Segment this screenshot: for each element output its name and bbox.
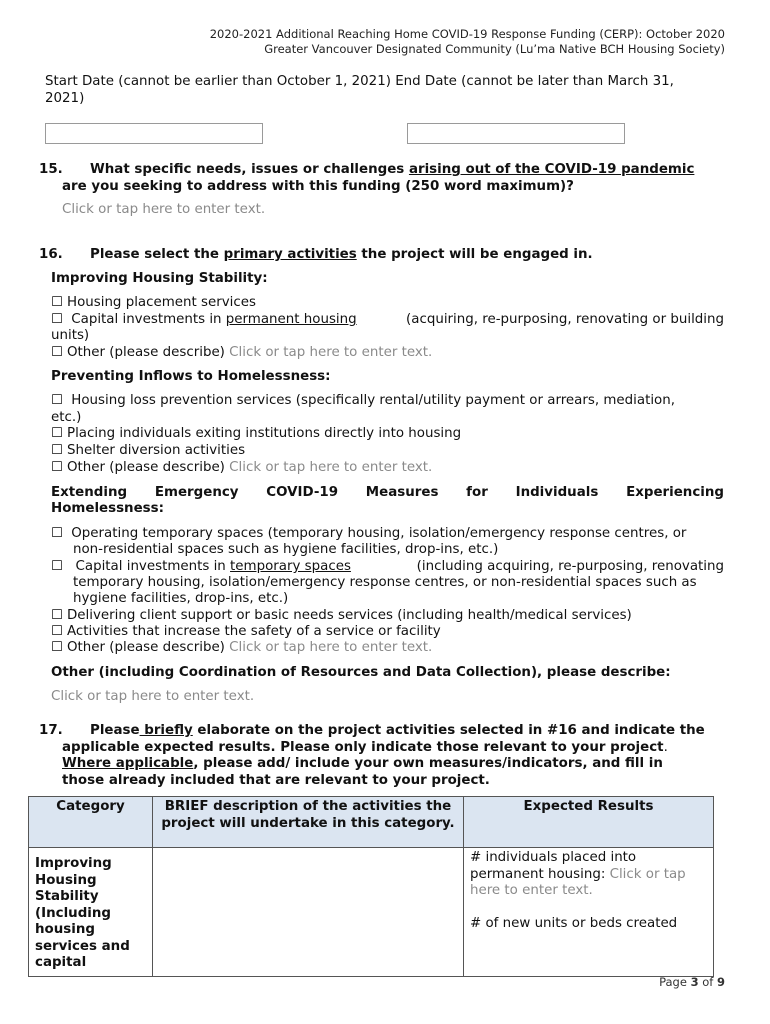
checkbox-icon[interactable]: ☐ — [51, 460, 64, 475]
checkbox-operating-temporary[interactable] — [51, 526, 724, 543]
capital-temporary-line2: temporary housing, isolation/emergency response centres, or non-residential spaces such as — [73, 575, 697, 590]
checkbox-icon[interactable]: ☐ — [51, 295, 64, 310]
q16-text-end: the project will be engaged in. — [356, 247, 593, 262]
question-15-text-line2: are you seeking to address with this funding (250 word maximum)? — [62, 179, 574, 194]
checkbox-label: Capital investments in — [71, 312, 226, 327]
checkbox-icon[interactable]: ☐ — [51, 640, 64, 655]
checkbox-icon[interactable]: ☐ — [51, 526, 64, 541]
row-results-cell[interactable] — [464, 848, 714, 977]
checkbox-label-underlined: temporary spaces — [230, 559, 351, 574]
checkbox-improving-other[interactable] — [51, 345, 432, 362]
header-line-1: 2020-2021 Additional Reaching Home COVID-19 Response Funding (CERP): October 2020 — [209, 27, 725, 41]
q15-text-underlined: arising out of the COVID-19 pandemic — [408, 162, 695, 177]
extending-other-field[interactable]: Click or tap here to enter text. — [229, 640, 433, 655]
checkbox-icon[interactable]: ☐ — [51, 443, 64, 458]
header-category: Category — [29, 797, 153, 848]
capital-permanent-line2: units) — [51, 328, 90, 343]
checkbox-label: Other (please describe) — [67, 345, 230, 360]
question-16-text — [90, 247, 593, 264]
checkbox-icon[interactable]: ☐ — [51, 624, 64, 639]
housing-loss-line2: etc.) — [51, 410, 82, 425]
checkbox-label-cont: (acquiring, re-purposing, renovating or building — [406, 312, 724, 327]
checkbox-label: Placing individuals exiting institutions directly into housing — [67, 426, 462, 441]
question-17-line3 — [62, 756, 663, 773]
table-row — [29, 848, 714, 977]
checkbox-icon[interactable]: ☐ — [51, 608, 64, 623]
checkbox-housing-placement[interactable] — [51, 295, 256, 312]
checkbox-icon[interactable]: ☐ — [51, 393, 64, 408]
question-17-line4: those already included that are relevant to your project. — [62, 773, 490, 788]
checkbox-housing-loss-prevention[interactable] — [51, 393, 724, 410]
capital-permanent-first — [51, 312, 357, 329]
header-expected-results: Expected Results — [464, 797, 714, 848]
checkbox-preventing-other[interactable] — [51, 460, 432, 477]
improving-other-field[interactable]: Click or tap here to enter text. — [229, 345, 433, 360]
extending-emergency-heading-line2: Homelessness: — [51, 501, 164, 516]
question-15-number: 15. — [39, 162, 63, 177]
checkbox-client-support[interactable] — [51, 608, 632, 625]
checkbox-label: Housing placement services — [67, 295, 256, 310]
checkbox-extending-other[interactable] — [51, 640, 432, 657]
checkbox-label: Operating temporary spaces (temporary housing, isolation/emergency response centres, or — [71, 526, 687, 541]
page-number — [659, 975, 725, 989]
checkbox-icon[interactable]: ☐ — [51, 559, 64, 574]
result-label: # individuals placed into permanent housing: — [470, 850, 637, 882]
preventing-inflows-heading: Preventing Inflows to Homelessness: — [51, 369, 331, 384]
q17-line3-underlined: Where applicable — [62, 756, 194, 771]
footer-total-pages: 9 — [716, 975, 725, 989]
document-header — [210, 27, 725, 57]
q17-text-end: elaborate on the project activities selected in #16 and indicate the — [192, 723, 705, 738]
checkbox-exiting-institutions[interactable] — [51, 426, 461, 443]
checkbox-capital-temporary[interactable] — [51, 559, 724, 576]
checkbox-label: Shelter diversion activities — [67, 443, 246, 458]
question-15-answer-field[interactable]: Click or tap here to enter text. — [62, 202, 266, 217]
other-coordination-heading: Other (including Coordination of Resources and Data Collection), please describe: — [51, 665, 671, 680]
question-17-line2 — [62, 740, 668, 757]
checkbox-label: Delivering client support or basic needs services (including health/medical services) — [67, 608, 632, 623]
result-placeholder-field[interactable]: Click or tap here to enter text. — [470, 866, 686, 898]
q17-text-underlined: briefly — [139, 723, 193, 738]
checkbox-icon[interactable]: ☐ — [51, 426, 64, 441]
q16-text-underlined: primary activities — [223, 247, 357, 262]
row-description-cell[interactable] — [153, 848, 464, 977]
checkbox-label-underlined: permanent housing — [225, 312, 357, 327]
checkbox-label-cont: (including acquiring, re-purposing, renovating — [416, 559, 724, 574]
header-line-2: Greater Vancouver Designated Community (Lu’ma Native BCH Housing Society) — [264, 42, 725, 56]
start-date-input[interactable] — [45, 123, 263, 144]
checkbox-label: Housing loss prevention services (specifically rental/utility payment or arrears, mediation, — [71, 393, 675, 408]
checkbox-safety-activities[interactable] — [51, 624, 441, 641]
checkbox-label: Other (please describe) — [67, 640, 230, 655]
q15-text-part: What specific needs, issues or challenges — [90, 162, 409, 177]
checkbox-icon[interactable]: ☐ — [51, 312, 64, 327]
footer-of-word: of — [698, 975, 717, 989]
q16-text-part: Please select the — [90, 247, 224, 262]
question-17-line1 — [90, 723, 725, 740]
row-category-cell: Improving Housing Stability (Including housing services and capital — [29, 848, 153, 977]
capital-temporary-first — [51, 559, 351, 576]
footer-page-word: Page — [659, 975, 691, 989]
result-new-units: # of new units or beds created — [470, 915, 678, 931]
question-15-text — [90, 162, 720, 179]
checkbox-shelter-diversion[interactable] — [51, 443, 245, 460]
checkbox-capital-permanent[interactable] — [51, 312, 724, 329]
capital-temporary-line3: hygiene facilities, drop-ins, etc.) — [73, 591, 289, 606]
checkbox-label: Capital investments in — [75, 559, 231, 574]
other-coordination-field[interactable]: Click or tap here to enter text. — [51, 689, 255, 704]
q17-line2-period: . — [663, 740, 668, 755]
question-17-number: 17. — [39, 723, 63, 738]
result-individuals-placed — [470, 850, 707, 900]
extending-emergency-heading: Extending Emergency COVID-19 Measures for Individuals Experiencing — [51, 485, 724, 500]
checkbox-label: Other (please describe) — [67, 460, 230, 475]
q17-line3-text: , please add/ include your own measures/indicators, and fill in — [193, 756, 663, 771]
q17-line2-text: applicable expected results. Please only indicate those relevant to your project — [62, 740, 664, 755]
operating-temporary-line2: non-residential spaces such as hygiene facilities, drop-ins, etc.) — [73, 542, 499, 557]
question-16-number: 16. — [39, 247, 63, 262]
activities-results-table — [28, 796, 714, 977]
end-date-input[interactable] — [407, 123, 625, 144]
checkbox-icon[interactable]: ☐ — [51, 345, 64, 360]
header-description: BRIEF description of the activities the project will undertake in this category. — [153, 797, 464, 848]
improving-housing-heading: Improving Housing Stability: — [51, 271, 268, 286]
preventing-other-field[interactable]: Click or tap here to enter text. — [229, 460, 433, 475]
q17-text-part: Please — [90, 723, 140, 738]
table-header-row — [29, 797, 714, 848]
date-range-label: Start Date (cannot be earlier than October 1, 2021) End Date (cannot be later than March 31, 2021) — [45, 74, 674, 106]
checkbox-label: Activities that increase the safety of a service or facility — [67, 624, 441, 639]
footer-page-num: 3 — [690, 975, 699, 989]
